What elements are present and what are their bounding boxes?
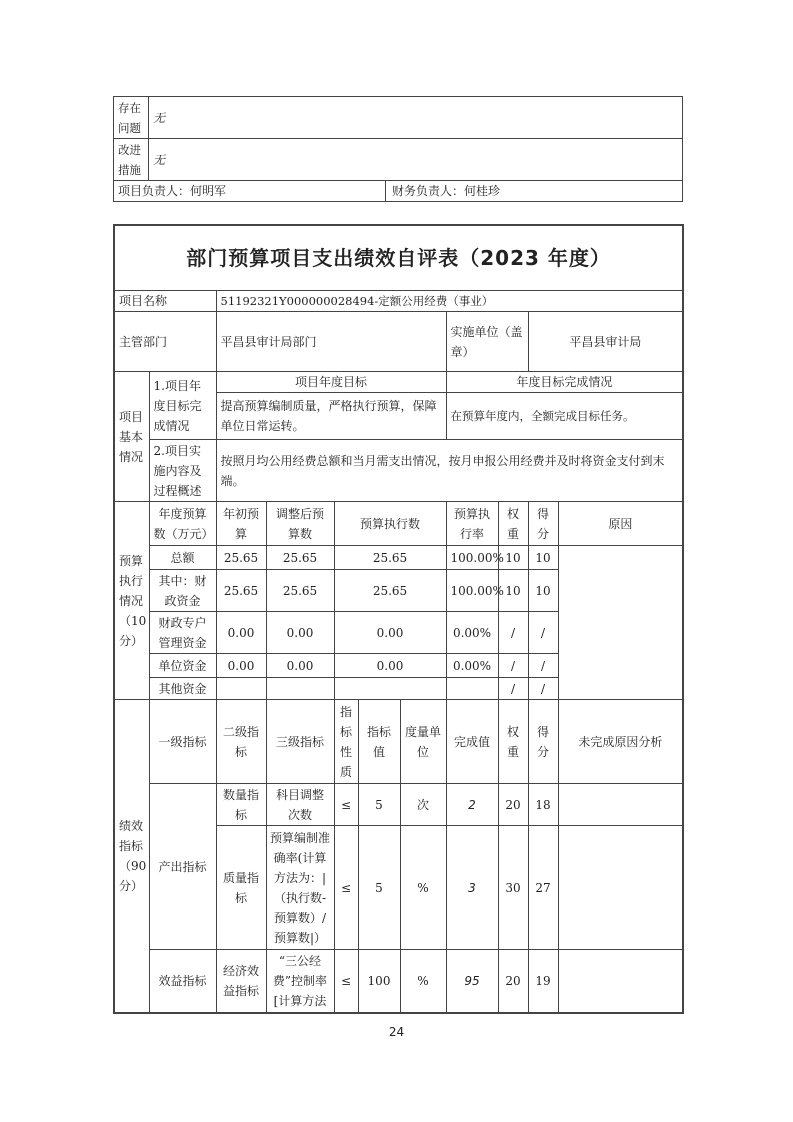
perf-header: 二级指标: [216, 700, 266, 784]
perf-row: [114, 784, 683, 826]
improve-value: 无: [149, 139, 683, 181]
budget-executed: 25.65: [334, 570, 446, 612]
budget-adjusted: 25.65: [266, 570, 334, 612]
budget-reason: [558, 546, 683, 700]
perf-level3: 科目调整次数: [266, 784, 334, 826]
perf-header: 未完成原因分析: [558, 700, 683, 784]
perf-header: 权重: [498, 700, 528, 784]
perf-score: 27: [528, 826, 558, 950]
perf-level2: 数量指标: [216, 784, 266, 826]
perf-actual: 3: [446, 826, 498, 950]
budget-executed: [334, 678, 446, 700]
budget-row-name: 财政专户管理资金: [149, 612, 216, 654]
budget-row: [114, 546, 683, 570]
output-indicator-label: 产出指标: [149, 784, 216, 950]
perf-header: 得分: [528, 700, 558, 784]
perf-level2: 经济效益指标: [216, 950, 266, 1013]
perf-actual: 2: [446, 784, 498, 826]
budget-header: 年度预算数（万元）: [149, 502, 216, 546]
budget-header: 预算执行率: [446, 502, 498, 546]
perf-level3: 预算编制准确率(计算方法为：|（执行数-预算数）/预算数|）: [266, 826, 334, 950]
budget-rate: 100.00%: [446, 546, 498, 570]
benefit-indicator-label: 效益指标: [149, 950, 216, 1013]
completion-text: 在预算年度内，全额完成目标任务。: [446, 393, 683, 440]
perf-header: 完成值: [446, 700, 498, 784]
budget-weight: 10: [498, 546, 528, 570]
perf-nature: ≤: [334, 826, 358, 950]
perf-weight: 20: [498, 784, 528, 826]
perf-level2: 质量指标: [216, 826, 266, 950]
annual-goal-text: 提高预算编制质量，严格执行预算，保障单位日常运转。: [216, 393, 446, 440]
budget-row-name: 单位资金: [149, 654, 216, 678]
form-title: 部门预算项目支出绩效自评表（2023 年度）: [114, 225, 683, 291]
budget-score: /: [528, 678, 558, 700]
perf-target: 100: [358, 950, 400, 1013]
perf-unit: 次: [400, 784, 446, 826]
budget-header: 得分: [528, 502, 558, 546]
completion-header: 年度目标完成情况: [446, 372, 683, 393]
perf-weight: 20: [498, 950, 528, 1013]
perf-header: 度量单位: [400, 700, 446, 784]
impl-text: 按照月均公用经费总额和当月需支出情况，按月申报公用经费并及时将资金支付到末端。: [216, 440, 683, 502]
perf-target: 5: [358, 784, 400, 826]
dept-label: 主管部门: [114, 312, 216, 372]
budget-header: 权重: [498, 502, 528, 546]
budget-weight: /: [498, 612, 528, 654]
budget-header: 年初预算: [216, 502, 266, 546]
budget-initial: [216, 678, 266, 700]
budget-header: 调整后预算数: [266, 502, 334, 546]
perf-header: 三级指标: [266, 700, 334, 784]
impl-unit-value: 平昌县审计局: [528, 312, 683, 372]
budget-initial: 0.00: [216, 612, 266, 654]
project-lead: 项目负责人：何明军: [114, 181, 386, 201]
budget-row-name: 其他资金: [149, 678, 216, 700]
budget-weight: 10: [498, 570, 528, 612]
budget-executed: 0.00: [334, 654, 446, 678]
perf-reason: [558, 784, 683, 826]
perf-nature: ≤: [334, 784, 358, 826]
budget-weight: /: [498, 678, 528, 700]
annual-goal-header: 项目年度目标: [216, 372, 446, 393]
budget-executed: 0.00: [334, 612, 446, 654]
perf-header: 指标值: [358, 700, 400, 784]
perf-score: 19: [528, 950, 558, 1013]
project-name-value: 51192321Y000000028494-定额公用经费（事业）: [216, 291, 683, 312]
budget-executed: 25.65: [334, 546, 446, 570]
performance-section-label: 绩效指标（90分）: [114, 700, 149, 1013]
budget-score: /: [528, 654, 558, 678]
budget-rate: 100.00%: [446, 570, 498, 612]
impl-unit-label: 实施单位（盖章）: [446, 312, 528, 372]
budget-rate: [446, 678, 498, 700]
perf-row: [114, 950, 683, 1013]
perf-actual: 95: [446, 950, 498, 1013]
perf-nature: ≤: [334, 950, 358, 1013]
performance-form: [113, 224, 684, 1014]
perf-unit: %: [400, 826, 446, 950]
budget-score: /: [528, 612, 558, 654]
basic-section-label: 项目基本情况: [114, 372, 149, 502]
dept-value: 平昌县审计局部门: [216, 312, 446, 372]
goal-label: 1.项目年度目标完成情况: [149, 372, 216, 440]
project-name-label: 项目名称: [114, 291, 216, 312]
budget-initial: 25.65: [216, 570, 266, 612]
budget-adjusted: 25.65: [266, 546, 334, 570]
budget-rate: 0.00%: [446, 612, 498, 654]
perf-reason: [558, 826, 683, 950]
perf-header: 指标性质: [334, 700, 358, 784]
perf-weight: 30: [498, 826, 528, 950]
budget-initial: 25.65: [216, 546, 266, 570]
page-number: 24: [388, 1025, 405, 1039]
improve-label: 改进措施: [114, 139, 149, 181]
budget-adjusted: 0.00: [266, 654, 334, 678]
budget-header: 原因: [558, 502, 683, 546]
summary-table: [113, 96, 683, 202]
budget-score: 10: [528, 546, 558, 570]
finance-lead: 财务负责人：何桂珍: [392, 184, 501, 198]
budget-section-label: 预算执行情况（10分）: [114, 502, 149, 700]
issues-label: 存在问题: [114, 97, 149, 139]
perf-level3: “三公经费”控制率[计算方法: [266, 950, 334, 1013]
perf-header: 一级指标: [149, 700, 216, 784]
budget-rate: 0.00%: [446, 654, 498, 678]
budget-adjusted: 0.00: [266, 612, 334, 654]
budget-score: 10: [528, 570, 558, 612]
issues-value: 无: [149, 97, 683, 139]
perf-score: 18: [528, 784, 558, 826]
budget-weight: /: [498, 654, 528, 678]
budget-adjusted: [266, 678, 334, 700]
budget-header: 预算执行数: [334, 502, 446, 546]
budget-row-name: 总额: [149, 546, 216, 570]
budget-row-name: 其中：财政资金: [149, 570, 216, 612]
perf-unit: %: [400, 950, 446, 1013]
perf-reason: [558, 950, 683, 1013]
perf-target: 5: [358, 826, 400, 950]
budget-initial: 0.00: [216, 654, 266, 678]
impl-label: 2.项目实施内容及过程概述: [149, 440, 216, 502]
